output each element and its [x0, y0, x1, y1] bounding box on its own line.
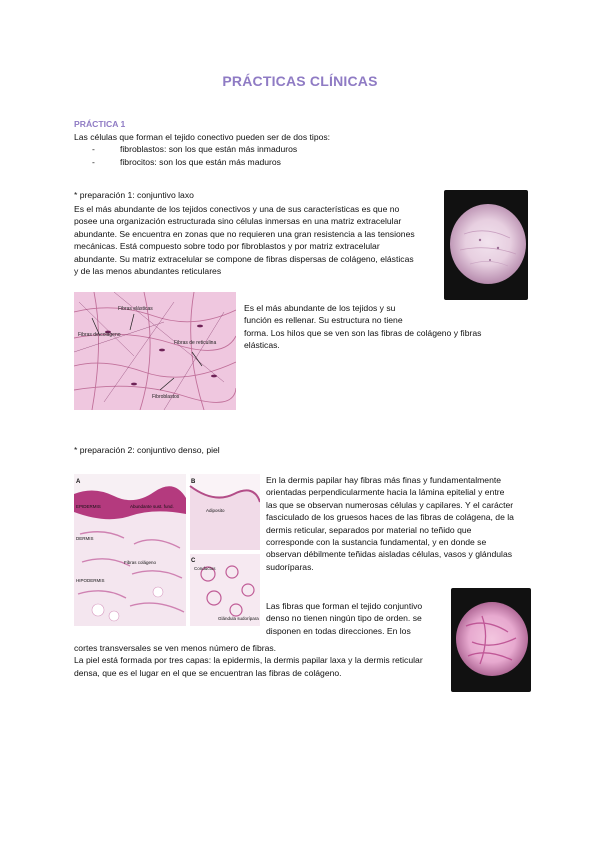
panel-label-a: A [76, 479, 81, 485]
image-label: Adiposito [206, 508, 225, 513]
text-line: densa, que es el lugar en el que se encuentran las fibras de colágeno. [74, 667, 342, 678]
microscope-photo-1 [444, 190, 528, 300]
text-line: En la dermis papilar hay fibras más finas y fundamentalmente [266, 475, 502, 485]
prep-1-heading: * preparación 1: conjuntivo laxo [74, 190, 194, 200]
image-label: Glándula sudorípara [218, 616, 259, 621]
text-line: corresponde con la sustancia fundamental, y en donde se [266, 537, 487, 548]
text-line: denso no tienen ningún tipo de orden. se [266, 613, 422, 624]
practica-1-intro: Las células que forman el tejido conectivo pueden ser de dos tipos: [74, 132, 331, 142]
text-line: forma. Los hilos que se ven son las fibras de colágeno y fibras [244, 327, 482, 338]
prep-1-paragraph [74, 203, 444, 277]
text-line: Es el más abundante de los tejidos y su [244, 303, 396, 313]
image-label: Fibras de colágeno [78, 332, 121, 338]
text-line: y de las menos abundantes reticulares [74, 266, 222, 277]
panel-label-b: B [191, 479, 196, 485]
skin-panels-illustration [74, 474, 260, 626]
text-line: Es el más abundante de los tejidos conectivos y una de sus características es que no [74, 204, 400, 214]
image-label: HIPODERMIS [76, 578, 105, 583]
page-title: PRÁCTICAS CLÍNICAS [222, 73, 378, 89]
image-label: Abundante sust. fund. [130, 504, 174, 509]
text-line: La piel está formada por tres capas: la epidermis, la dermis papilar laxa y la dermis reticular [74, 655, 423, 666]
image-label: Conductos [194, 566, 216, 571]
microscope-photo-2 [451, 588, 531, 692]
text-line: abundante. Se encuentra en zonas que no requieren una gran resistencia a las tensiones [74, 228, 415, 239]
list-item: - fibroblastos: son los que están más inmaduros [74, 143, 534, 155]
text-line: cortes transversales se ven menos número de fibras. [74, 643, 277, 653]
image-label: Fibras de reticulina [174, 340, 217, 346]
text-line: dermis reticular, separados por material no teñido que [266, 524, 472, 535]
image-label: EPIDERMIS [76, 504, 101, 509]
prep-1-side-text [244, 302, 514, 352]
image-label: Fibras colágeno [124, 560, 157, 565]
image-label: DERMIS [76, 536, 94, 541]
text-line: mecánicas. Está compuesto sobre todo por fibroblastos y por matriz extracelular [74, 241, 380, 252]
text-line: orientadas perpendicularmente hacia la lámina epitelial y entre [266, 487, 505, 498]
image-label: Fibroblastos [152, 394, 180, 400]
text-line: observan débilmente teñidas aisladas células, vasos y glándulas [266, 549, 513, 560]
image-label: Fibras elásticas [118, 306, 153, 312]
fiber-strokes [450, 204, 526, 284]
text-line: función es rellenar. Su estructura no tiene [244, 315, 403, 326]
prep-2-paragraph-3 [74, 642, 454, 679]
prep-2-paragraph [266, 474, 536, 573]
histology-image-skin [74, 474, 260, 626]
list-item: - fibrocitos: son los que están más maduros [74, 156, 534, 168]
text-line: abundante. Su matriz extracelular se compone de fibras dispersas de colágeno, elásticas [74, 253, 414, 264]
text-line: Las fibras que forman el tejido conjuntivo [266, 601, 423, 611]
text-line: sudoríparas. [266, 561, 314, 572]
dense-fiber-strokes [456, 602, 528, 676]
text-line: posee una organización estructurada sino células inmersas en una matriz extracelular [74, 216, 402, 227]
text-line: elásticas. [244, 340, 280, 351]
loose-tissue-illustration [74, 292, 236, 410]
prep-2-heading: * preparación 2: conjuntivo denso, piel [74, 445, 220, 455]
histology-image-loose-connective [74, 292, 236, 410]
practica-1-block [74, 131, 534, 168]
text-line: disponen en todas direcciones. En los [266, 625, 411, 636]
text-line: fasciculado de los gruesos haces de las fibras de colágena, de la [266, 512, 514, 523]
prep-2-paragraph-2 [266, 600, 456, 637]
text-line: las que se observan numerosas células y capilares. Y el carácter [266, 499, 514, 510]
panel-label-c: C [191, 558, 196, 564]
cell-types-list [74, 143, 534, 168]
section-heading-practica-1: PRÁCTICA 1 [74, 119, 126, 129]
